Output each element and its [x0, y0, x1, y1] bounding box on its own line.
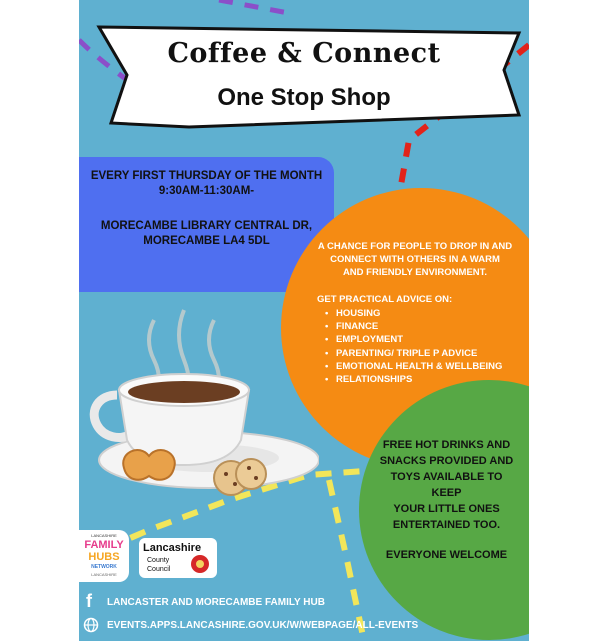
extras-line2: SNACKS PROVIDED AND	[379, 455, 514, 467]
about-text	[305, 240, 525, 279]
list-item: • FINANCE	[325, 320, 502, 333]
svg-text:f: f	[86, 592, 92, 610]
list-item: • HOUSING	[325, 307, 502, 320]
cookie-icon	[211, 454, 271, 499]
globe-icon	[83, 617, 99, 633]
list-item: • EMOTIONAL HEALTH & WELLBEING	[325, 360, 502, 373]
page-subtitle: One Stop Shop	[217, 84, 391, 111]
lancashire-council-logo: Lancashire County Council	[139, 538, 217, 578]
schedule-address-line1: MORECAMBE LIBRARY CENTRAL DR,	[100, 220, 313, 232]
list-item: • PARENTING/ TRIPLE P ADVICE	[325, 347, 502, 360]
schedule-time: 9:30AM-11:30AM-	[158, 185, 255, 197]
title-banner	[79, 15, 529, 135]
extras-line3: TOYS AVAILABLE TO KEEP	[390, 471, 503, 499]
cookie-icon	[119, 438, 179, 488]
schedule-frequency: EVERY FIRST THURSDAY OF THE MONTH	[90, 170, 323, 182]
facebook-icon	[84, 592, 98, 610]
website-link[interactable]: EVENTS.APPS.LANCASHIRE.GOV.UK/W/WEBPAGE/ALL-EVENTS	[107, 620, 419, 631]
about-line3: AND FRIENDLY ENVIRONMENT.	[342, 267, 488, 278]
extras-line4: YOUR LITTLE ONES	[393, 503, 500, 515]
about-line2: CONNECT WITH OTHERS IN A WARM	[330, 254, 500, 265]
extras-text	[379, 437, 514, 563]
coffee-cup-icon	[79, 300, 319, 510]
list-item: • EMPLOYMENT	[325, 333, 502, 346]
rose-icon	[189, 553, 211, 575]
schedule-address-line2: MORECAMBE LA4 5DL	[143, 235, 270, 247]
list-item: • RELATIONSHIPS	[325, 373, 502, 386]
poster	[79, 0, 529, 641]
everyone-welcome: EVERYONE WELCOME	[385, 549, 508, 561]
page-title: Coffee & Connect	[167, 38, 441, 69]
about-line1: A CHANCE FOR PEOPLE TO DROP IN AND	[317, 241, 513, 252]
extras-line5: ENTERTAINED TOO.	[392, 519, 501, 531]
family-hubs-logo: LANCASHIRE FAMILY HUBS NETWORK LANCASHIRE	[79, 530, 129, 582]
facebook-page-label: LANCASTER AND MORECAMBE FAMILY HUB	[107, 597, 325, 608]
extras-line1: FREE HOT DRINKS AND	[382, 439, 511, 451]
advice-heading: GET PRACTICAL ADVICE ON:	[317, 294, 453, 305]
advice-list	[325, 307, 502, 386]
